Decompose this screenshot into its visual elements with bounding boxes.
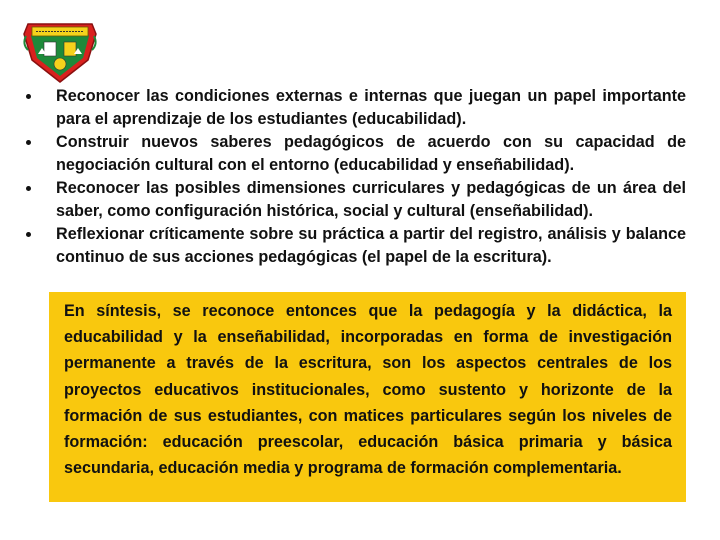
summary-box [49,292,686,502]
list-item-text: Reconocer las posibles dimensiones curriculares y pedagógicas de un área del saber, como configuración histórica, social y cultural (enseñabilidad). [56,179,686,220]
school-shield-emblem-icon [18,14,102,86]
bullet-dot-icon [26,140,31,145]
bullet-dot-icon [26,94,31,99]
objectives-list [22,85,686,269]
list-item [22,223,686,269]
bullet-dot-icon [26,232,31,237]
bullet-dot-icon [26,186,31,191]
list-item [22,131,686,177]
summary-text: En síntesis, se reconoce entonces que la pedagogía y la didáctica, la educabilidad y la enseñabilidad, incorporadas en forma de investigación permanente a través de la escritura, son los aspectos centrales de los proyectos educativos institucionales, como sustento y horizonte de la formación de sus estudiantes, con matices particulares según los niveles de formación: educación preescolar, educación básica primaria y básica secundaria, educación media y programa de formación complementaria. [64,302,672,478]
list-item [22,85,686,131]
list-item-text: Construir nuevos saberes pedagógicos de acuerdo con su capacidad de negociación cultural con el entorno (educabilidad y enseñabilidad). [56,133,686,174]
school-shield-logo [18,14,102,86]
list-item [22,177,686,223]
list-item-text: Reconocer las condiciones externas e internas que juegan un papel importante para el aprendizaje de los estudiantes (educabilidad). [56,87,686,128]
list-item-text: Reflexionar críticamente sobre su práctica a partir del registro, análisis y balance continuo de sus acciones pedagógicas (el papel de la escritura). [56,225,686,266]
